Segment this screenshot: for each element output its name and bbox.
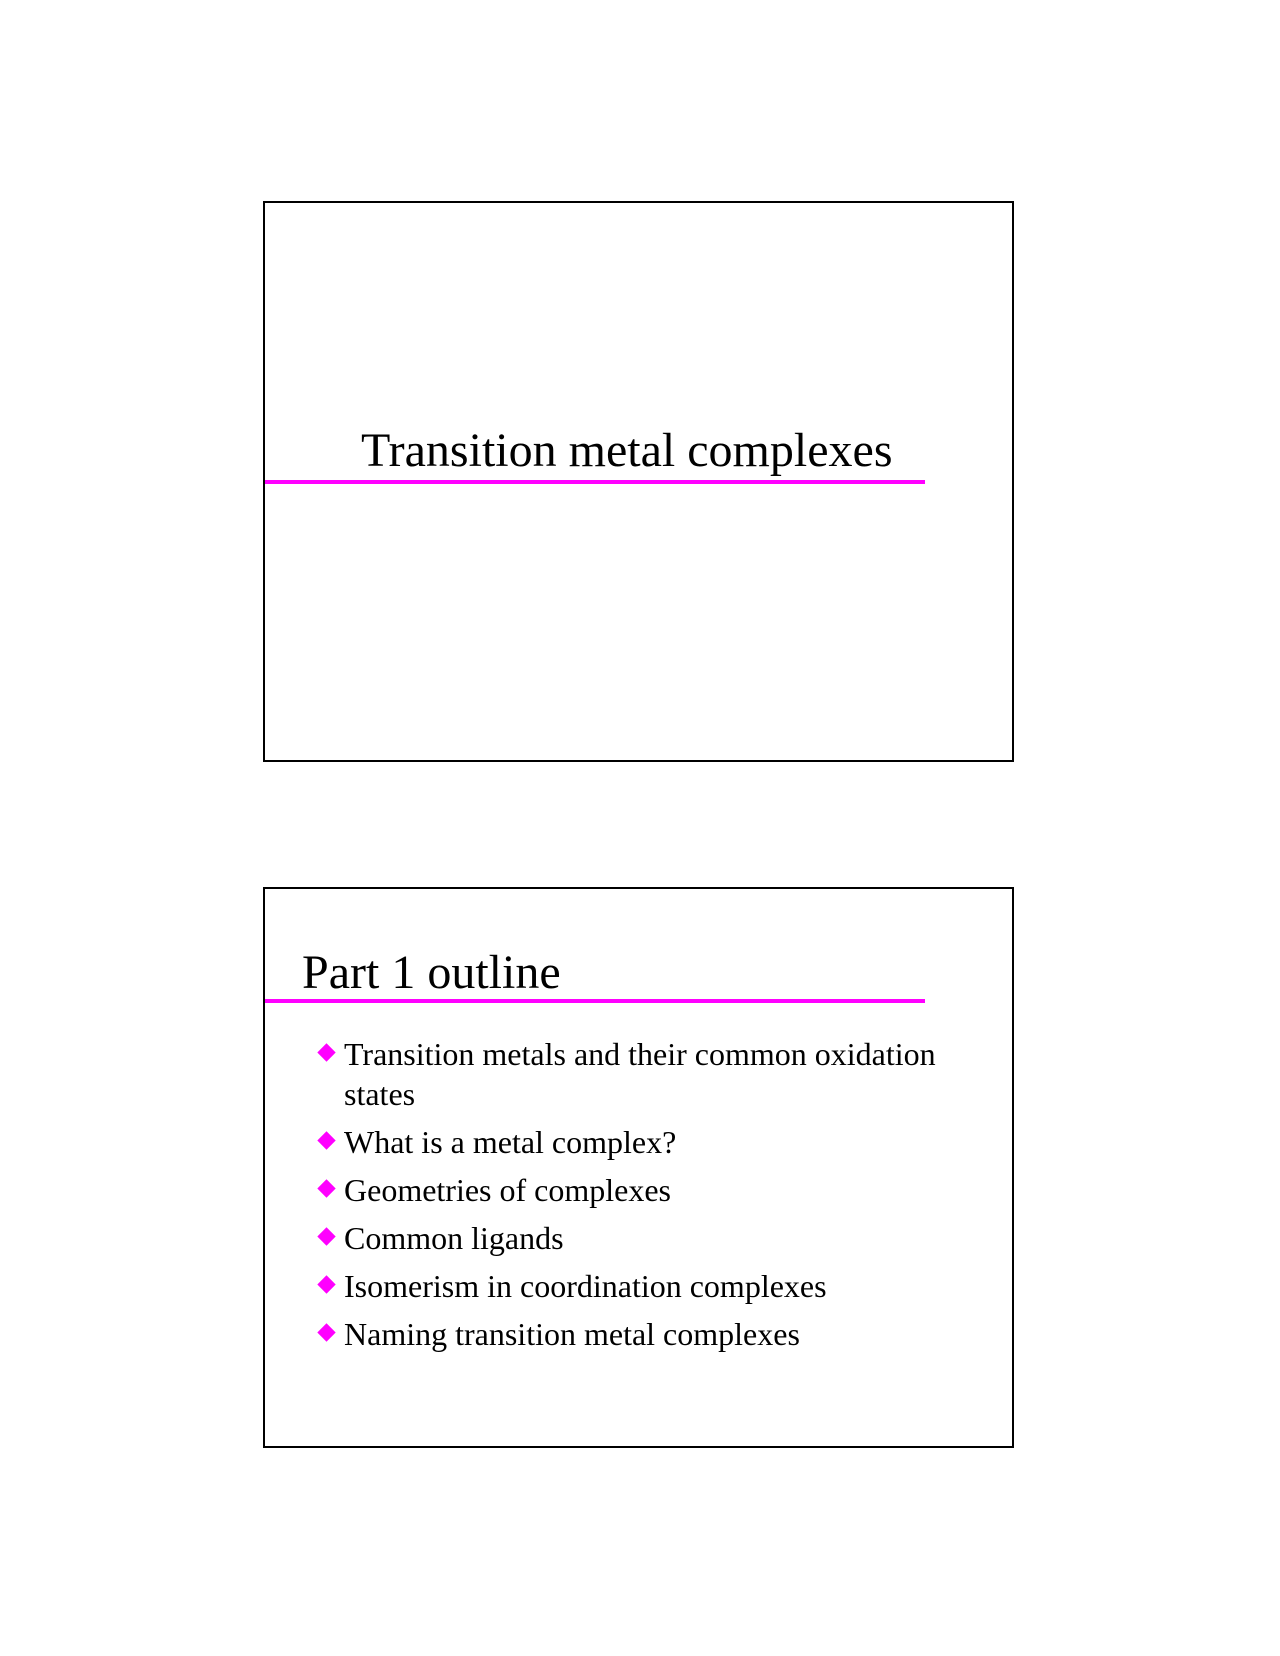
- list-item-text: Isomerism in coordination complexes: [344, 1268, 827, 1304]
- diamond-icon: [317, 1043, 335, 1061]
- outline-list: [317, 1034, 977, 1362]
- list-item: [317, 1122, 977, 1162]
- diamond-icon: [317, 1227, 335, 1245]
- list-item-text: Naming transition metal complexes: [344, 1316, 800, 1352]
- list-item-text: Common ligands: [344, 1220, 564, 1256]
- list-item: [317, 1170, 977, 1210]
- diamond-icon: [317, 1131, 335, 1149]
- list-item: [317, 1218, 977, 1258]
- title-underline: [265, 999, 925, 1003]
- diamond-icon: [317, 1323, 335, 1341]
- slide-2-title: Part 1 outline: [302, 946, 561, 999]
- list-item-text: What is a metal complex?: [344, 1124, 677, 1160]
- list-item: [317, 1314, 977, 1354]
- diamond-icon: [317, 1179, 335, 1197]
- list-item-text: Geometries of complexes: [344, 1172, 671, 1208]
- slide-2: [263, 887, 1014, 1448]
- diamond-icon: [317, 1275, 335, 1293]
- list-item: [317, 1266, 977, 1306]
- title-underline: [265, 480, 925, 484]
- list-item: [317, 1034, 977, 1114]
- list-item-text: Transition metals and their common oxidation states: [344, 1036, 936, 1112]
- slide-1-title: Transition metal complexes: [361, 424, 893, 477]
- slide-1: [263, 201, 1014, 762]
